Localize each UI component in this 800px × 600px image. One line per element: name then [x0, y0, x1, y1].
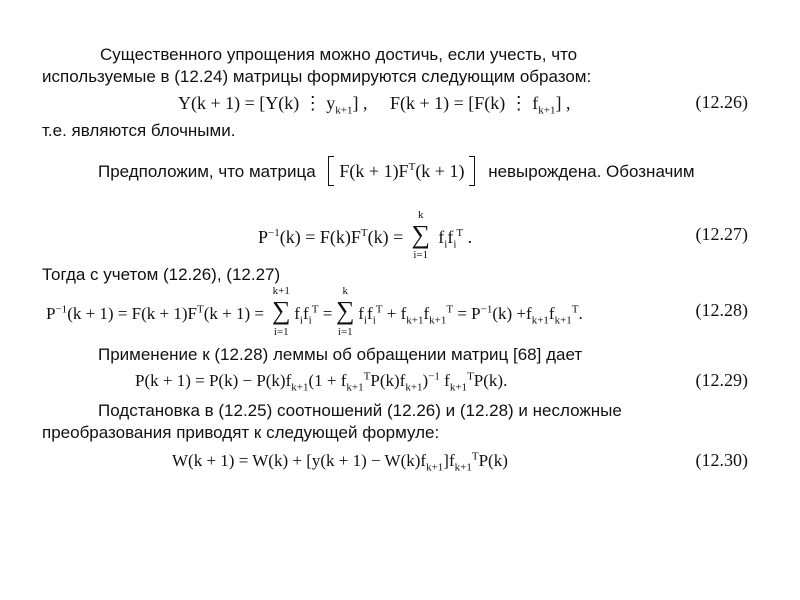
- sum-symbol: k+1 ∑ i=1: [271, 285, 291, 338]
- equation-number-12-29: (12.29): [695, 370, 748, 390]
- equation-number-12-26: (12.26): [695, 92, 748, 112]
- equation-12-29: $P(k + 1) = P(k) - P(k)f_{k+1}(1 + f_{k+1}^TP(k)f_{k+1})^{-1}$ $f_{k+1}^TP(k)$.: [135, 370, 508, 394]
- ie-line: т.е. являются блочными.: [42, 121, 236, 140]
- equation-12-28: $P^{-1}(k + 1) = F(k + 1)F^T(k + 1)$ = k+1 ∑ i=1 $f_if_i^T$ = k ∑ i=1 $f_if_i^T + f_{k+1}f_{k+1}^T = P^{-1}(k) +f_{k+1}f_{k+1}^T$.: [46, 285, 583, 338]
- equation-12-26: Y(k + 1) = [Y(k) ⋮ $y_{k+1}$] , F(k + 1) = [F(k) ⋮ $f_{k+1}$] ,: [178, 93, 571, 117]
- apply-line: Применение к (12.28) леммы об обращении матриц [68] дает: [98, 345, 583, 364]
- sum-symbol: k ∑ i=1: [336, 285, 355, 338]
- equation-12-27: $P^{-1}(k) = F(k)F^T(k)$ = k ∑ i=1 $f_if_i^T$ .: [258, 209, 473, 261]
- equation-number-12-30: (12.30): [695, 450, 748, 470]
- subst-line2: преобразования приводят к следующей формуле:: [42, 423, 440, 442]
- bracketed-matrix: $F(k + 1)F^T(k + 1)$: [328, 156, 475, 186]
- subst-line1: Подстановка в (12.25) соотношений (12.26) и (12.28) и несложные: [98, 401, 622, 420]
- sum-symbol: k ∑ i=1: [411, 209, 431, 261]
- equation-number-12-28: (12.28): [695, 300, 748, 320]
- para1-line1: Существенного упрощения можно достичь, если учесть, что: [100, 45, 578, 64]
- equation-12-30: $W(k + 1) = W(k) + [y(k + 1) - W(k)f_{k+1}]f_{k+1}^TP(k)$: [172, 450, 508, 474]
- equation-number-12-27: (12.27): [695, 224, 748, 244]
- then-line: Тогда с учетом (12.26), (12.27): [42, 265, 281, 284]
- suppose-line: Предположим, что матрица $F(k + 1)F^T(k + 1)$ невырождена. Обозначим: [98, 156, 695, 186]
- para1-line2: используемые в (12.24) матрицы формируются следующим образом:: [42, 67, 592, 86]
